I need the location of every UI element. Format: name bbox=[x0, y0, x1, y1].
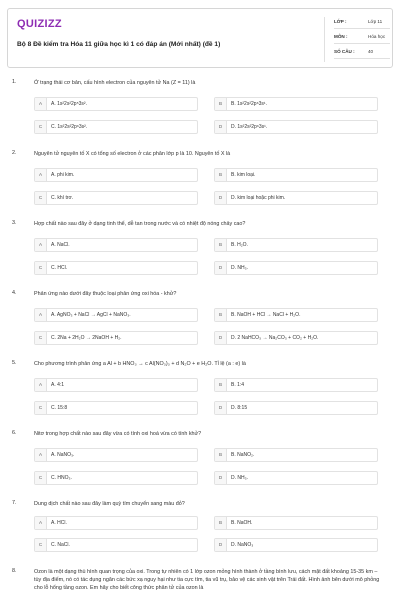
option-a[interactable]: A A. NaCl. bbox=[34, 238, 198, 252]
option-b[interactable]: B B. kim loại. bbox=[214, 168, 378, 182]
option-c[interactable]: C C. khí trơ. bbox=[34, 191, 198, 205]
question-text: Nguyên tử nguyên tố X có tổng số electron ở các phân lớp p là 10. Nguyên tố X là bbox=[34, 151, 231, 157]
option-c[interactable]: C C. 2Na + 2H₂O → 2NaOH + H₂. bbox=[34, 331, 198, 345]
meta-subject bbox=[324, 30, 394, 44]
option-a[interactable]: A A. HCl. bbox=[34, 516, 198, 530]
question-text: Ở trạng thái cơ bản, cấu hình electron của nguyên tử Na (Z = 11) là bbox=[34, 80, 196, 86]
quizizz-logo: QUIZIZZ bbox=[17, 18, 62, 30]
question-text: Phản ứng nào dưới đây thuộc loại phản ứng oxi hóa - khử? bbox=[34, 291, 177, 297]
meta-count-value: 40 bbox=[368, 49, 374, 54]
question-text: Ozon là một dạng thù hình quan trọng của oxi. Trong tự nhiên có 1 lớp ozon mỏng hình thành ở tầng bình lưu, cách mặt đất khoảng 15-35 km – tùy địa điểm, nó có tác dụng ngăn các bức xạ nguy hại như tia cực tím, tia vũ trụ, bảo vệ các sinh vật trên Trái đất. Hình ảnh bên dưới mô phỏng cho lỗ hổng tầng ozon. Em hãy cho biết công thức phân tử của ozon là bbox=[34, 569, 380, 591]
option-b[interactable]: B B. NaOH + HCl → NaCl + H₂O. bbox=[214, 308, 378, 322]
worksheet-title: Bộ 8 Đề kiểm tra Hóa 11 giữa học kì 1 có đáp án (Mới nhất) (đề 1) bbox=[17, 41, 221, 48]
question-number: 1. bbox=[12, 79, 17, 85]
option-b[interactable]: B B. 1:4 bbox=[214, 378, 378, 392]
option-a[interactable]: A A. AgNO₃ + NaCl → AgCl + NaNO₃. bbox=[34, 308, 198, 322]
meta-count bbox=[324, 45, 394, 59]
option-b[interactable]: B B. NaNO₂. bbox=[214, 448, 378, 462]
option-d[interactable]: D D. NH₃. bbox=[214, 471, 378, 485]
option-c[interactable]: C C. NaCl. bbox=[34, 538, 198, 552]
question-number: 4. bbox=[12, 290, 17, 296]
meta-class-value: Lớp 11 bbox=[368, 19, 383, 24]
meta-class-label: LỚP : bbox=[334, 19, 347, 24]
option-d[interactable]: D D. 1s²2s²2p⁶3s¹. bbox=[214, 120, 378, 134]
option-a[interactable]: A A. 1s²2s²2p⁵3s². bbox=[34, 97, 198, 111]
option-c[interactable]: C C. 1s²2s²2p⁶3s². bbox=[34, 120, 198, 134]
question-number: 2. bbox=[12, 150, 17, 156]
option-d[interactable]: D D. 8:15 bbox=[214, 401, 378, 415]
question-number: 6. bbox=[12, 430, 17, 436]
question-text: Nitơ trong hợp chất nào sau đây vừa có tính oxi hoá vừa có tính khử? bbox=[34, 431, 202, 437]
question-number: 7. bbox=[12, 500, 17, 506]
option-d[interactable]: D D. NaNO₃ bbox=[214, 538, 378, 552]
question-text: Dung dịch chất nào sau đây làm quỳ tím chuyển sang màu đỏ? bbox=[34, 501, 185, 507]
option-c[interactable]: C C. HCl. bbox=[34, 261, 198, 275]
meta-subject-value: Hóa học bbox=[368, 34, 386, 39]
question-number: 3. bbox=[12, 220, 17, 226]
worksheet-header bbox=[7, 8, 393, 68]
question-text: Cho phương trình phản ứng a Al + b HNO₃ → c Al(NO₃)₃ + d N₂O + e H₂O. Tỉ lệ (a : e) là bbox=[34, 361, 246, 367]
question-text: Hợp chất nào sau đây ở dạng tinh thể, dễ tan trong nước và có nhiệt độ nóng chảy cao? bbox=[34, 221, 246, 227]
meta-subject-label: MÔN : bbox=[334, 34, 348, 39]
option-b[interactable]: B B. H₂O. bbox=[214, 238, 378, 252]
option-b[interactable]: B B. NaOH. bbox=[214, 516, 378, 530]
option-d[interactable]: D D. kim loại hoặc phi kim. bbox=[214, 191, 378, 205]
option-a[interactable]: A A. NaNO₃. bbox=[34, 448, 198, 462]
option-d[interactable]: D D. 2 NaHCO₃ → Na₂CO₃ + CO₂ + H₂O. bbox=[214, 331, 378, 345]
option-a[interactable]: A A. phi kim. bbox=[34, 168, 198, 182]
option-b[interactable]: B B. 1s²2s²2p⁶3s¹. bbox=[214, 97, 378, 111]
option-d[interactable]: D D. NH₃. bbox=[214, 261, 378, 275]
option-a[interactable]: A A. 4:1 bbox=[34, 378, 198, 392]
question-number: 5. bbox=[12, 360, 17, 366]
meta-class bbox=[324, 15, 394, 29]
option-c[interactable]: C C. HNO₃. bbox=[34, 471, 198, 485]
question-number: 8. bbox=[12, 568, 17, 574]
meta-count-label: SỐ CÂU : bbox=[334, 49, 355, 54]
option-c[interactable]: C C. 15:8 bbox=[34, 401, 198, 415]
